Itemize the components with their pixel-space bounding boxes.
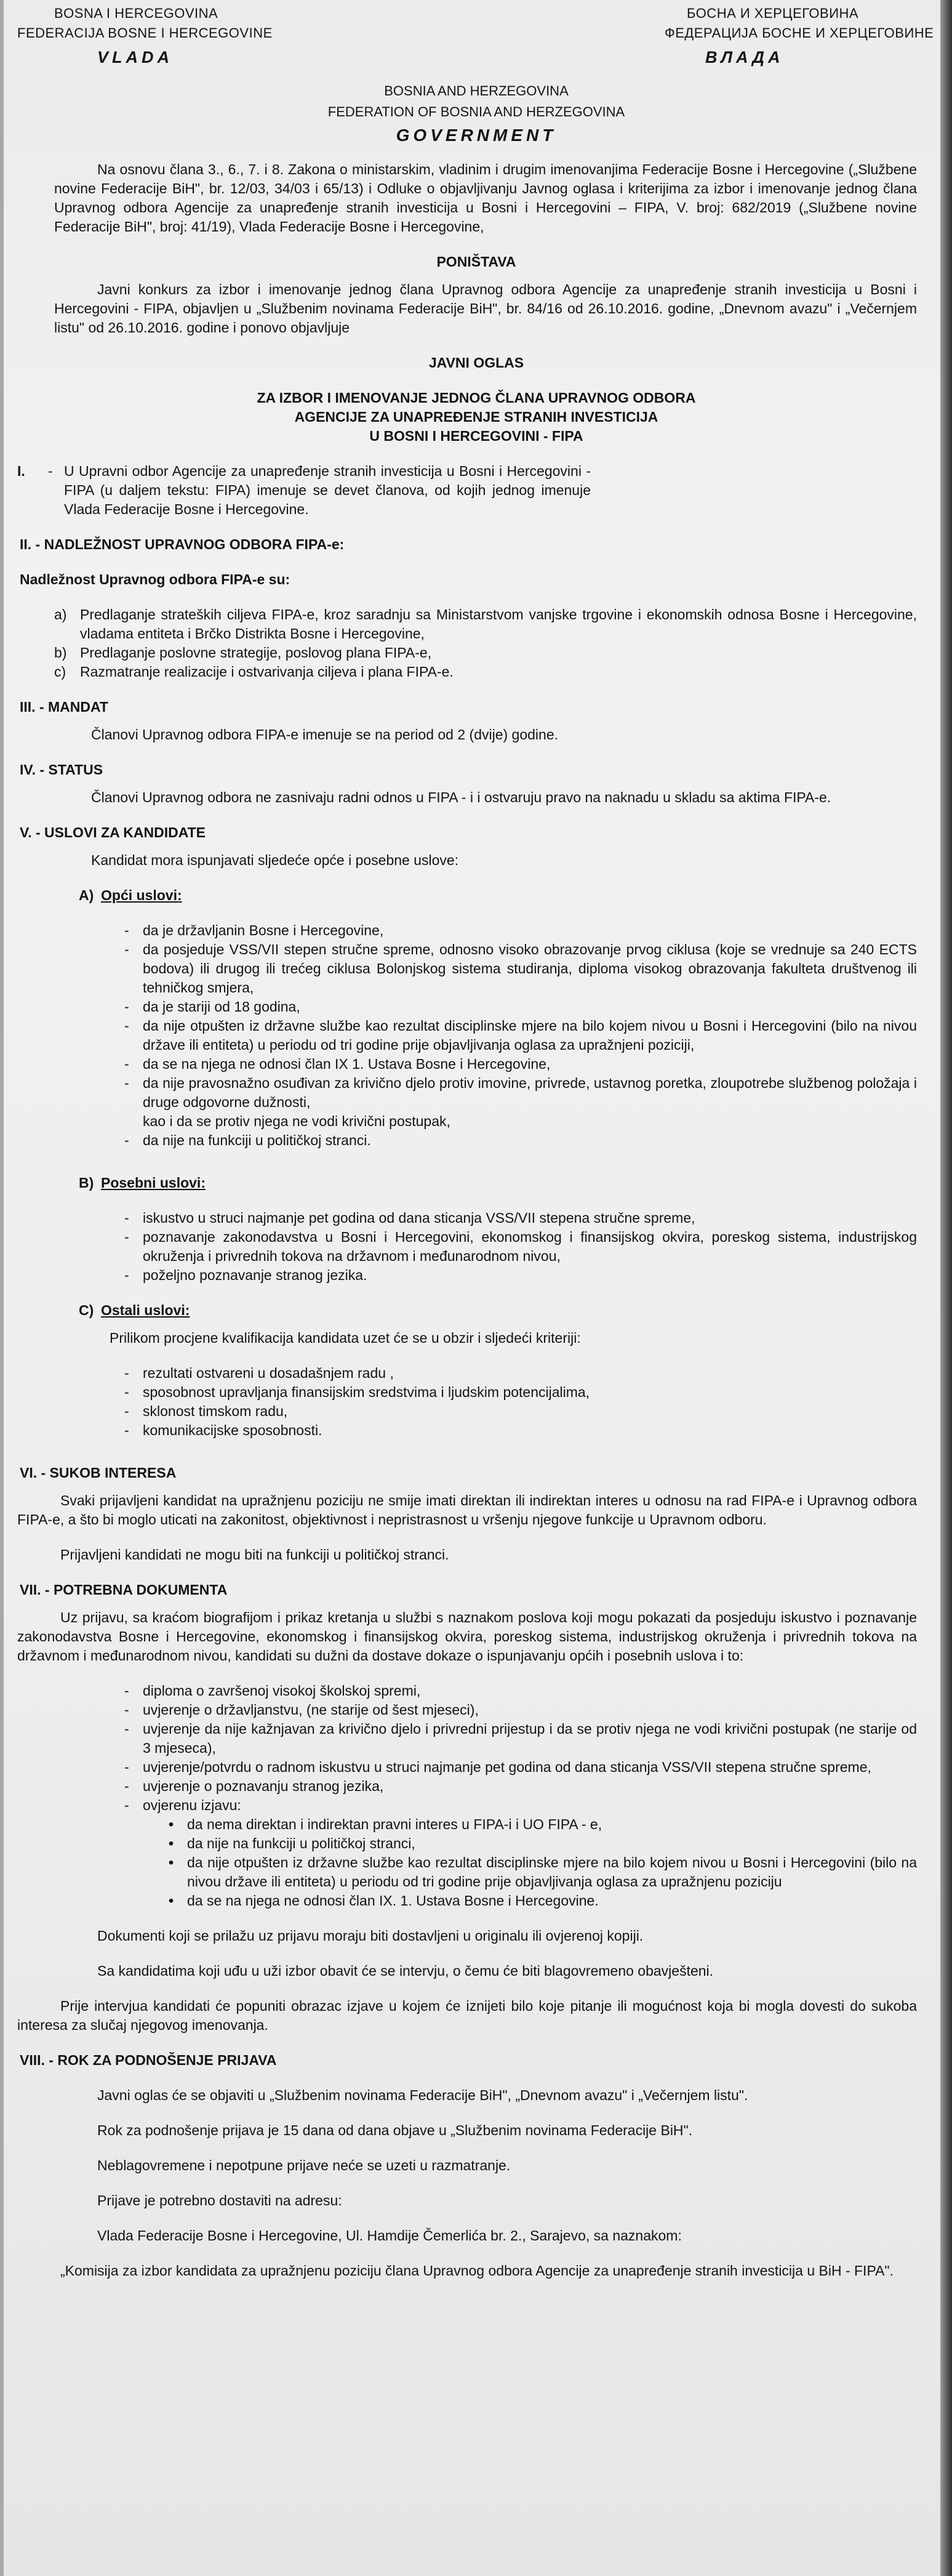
title-line-2: AGENCIJE ZA UNAPREĐENJE STRANIH INVESTICIJA [294,409,658,425]
ponistava-paragraph: Javni konkurs za izbor i imenovanje jednog člana Upravnog odbora Agencije za unapređenje stranih investicija u Bosni i Hercegovini - FIPA, objavljen u „Službenim novinama Federacije BiH", br. 84/16 od 26.10.2016. godine, „Dnevnom avazu" i „Večernjem listu" od 26.10.2016. godine i ponovo objavljuje [54,281,917,336]
section-vii-heading: VII. - POTREBNA DOKUMENTA [20,1582,228,1598]
bullet-item [169,1815,917,1834]
bullet-marker: • [169,1835,174,1851]
section-iii-text: Članovi Upravnog odbora FIPA-e imenuje se na period od 2 (dvije) godine. [91,727,559,743]
list-item [124,1402,917,1421]
bullet-text: da nema direktan i indirektan pravni interes u FIPA-i i UO FIPA - e, [187,1816,602,1832]
incomplete-applications-paragraph: Neblagovremene i nepotpune prijave neće se uzeti u razmatranje. [97,2157,511,2173]
other-conditions-title: Ostali uslovi: [101,1302,190,1318]
list-text: uvjerenje/potvrdu o radnom iskustvu u struci najmanje pet godina od dana sticanja VSS/VII stepena stručne spreme, [143,1759,871,1775]
bullet-text: da se na njega ne odnosi član IX. 1. Ustava Bosne i Hercegovine. [187,1893,599,1909]
bullet-item [169,1853,917,1891]
list-text: da nije otpušten iz državne službe kao rezultat disciplinske mjere na bilo kojem nivou u Bosni i Hercegovini (bilo na nivou države ili entiteta) u periodu od tri godine prije objavljivanja oglasa za upražnjeni poziciji, [143,1018,917,1053]
list-item [124,1681,917,1701]
list-item [124,1701,917,1720]
legal-basis-paragraph: Na osnovu člana 3., 6., 7. i 8. Zakona o ministarskim, vladinim i drugim imenovanjima Federacije Bosne i Hercegovine („Službene novine Federacije BiH", br. 12/03, 34/03 i 65/13) i Odluke o objavljivanju Javnog oglasa i kriterijima za izbor i imenovanje jednog člana Upravnog odbora Agencije za unapređenje stranih investicija u Bosni i Hercegovini – FIPA, V. broj: 682/2019 („Službene novine Federacije BiH", broj: 41/19), Vlada Federacije Bosne i Hercegovine, [54,161,917,235]
list-marker: - [124,999,129,1015]
section-ii-subheading: Nadležnost Upravnog odbora FIPA-e su: [20,571,290,587]
section-i-text: U Upravni odbor Agencije za unapređenje stranih investicija u Bosni i Hercegovini - FIPA (u daljem tekstu: FIPA) imenuje se devet članova, od kojih jednog imenuje Vlada Federacije Bosne i Hercegovine. [64,463,591,517]
bullet-marker: • [169,1854,174,1870]
javni-oglas-heading: JAVNI OGLAS [428,355,524,371]
list-marker: - [124,1075,129,1091]
conflict-of-interest-paragraph: Svaki prijavljeni kandidat na upražnjenu poziciju ne smije imati direktan ili indirektan interes u odnosu na rad FIPA-e i Upravnog odbora FIPA-e, a što bi moglo uticati na zakonitost, objektivnost i nepristrasnost u vršenju njegove funkcije u Upravnom odboru. [17,1492,917,1527]
general-conditions-marker: A) [79,887,94,903]
list-text: kao i da se protiv njega ne vodi krivični postupak, [143,1113,450,1129]
section-iv-text: Članovi Upravnog odbora ne zasnivaju radni odnos u FIPA - i i ostvaruju pravo na naknadu u skladu sa aktima FIPA-e. [91,789,831,805]
list-item [124,1421,917,1440]
list-item [124,1055,917,1074]
list-item [124,1758,917,1777]
list-marker: a) [54,606,67,622]
documents-intro-paragraph: Uz prijavu, sa kraćom biografijom i prikaz kretanja u službi s naznakom poslova koji mogu pokazati da posjeduju iskustvo i poznavanje zakonodavstva Bosne i Hercegovine, ekonomskog i finansijskog okvira, poreskog sistema, industrijskog okruženja i privrednih tokova na državnom i međunarodnom nivou, kandidati su dužni da dostave dokaze o ispunjavanju općih i posebnih uslova i to: [17,1609,917,1664]
political-function-paragraph: Prijavljeni kandidati ne mogu biti na funkciji u političkoj stranci. [60,1547,449,1563]
list-marker: - [124,922,129,938]
ponistava-heading: PONIŠTAVA [436,254,516,270]
list-text: sposobnost upravljanja finansijskim sredstvima i ljudskim potencijalima, [143,1384,590,1400]
publication-paragraph: Javni oglas će se objaviti u „Službenim novinama Federacije BiH", „Dnevnom avazu" i „Večernjem listu". [97,2087,748,2103]
list-item [54,662,917,682]
other-conditions-heading [79,1301,935,1320]
list-marker: - [124,1132,129,1148]
list-text: komunikacijske sposobnosti. [143,1422,322,1438]
list-item [124,1777,917,1796]
list-text: iskustvo u struci najmanje pet godina od dana sticanja VSS/VII stepena stručne spreme, [143,1210,695,1226]
list-marker: - [124,1267,129,1283]
section-v-heading: V. - USLOVI ZA KANDIDATE [20,824,206,840]
list-item [124,1796,917,1815]
list-item [124,1228,917,1266]
list-marker: - [124,1229,129,1245]
list-text: poželjno poznavanje stranog jezika. [143,1267,367,1283]
bullet-item [169,1834,917,1853]
list-text: diploma o završenoj visokoj školskoj spremi, [143,1683,421,1699]
list-marker: - [124,1721,129,1737]
letterhead-left-government: VLADA [97,48,173,66]
letterhead-right-government: ВЛАДА [705,48,784,66]
bullet-marker: • [169,1893,174,1909]
letterhead-center-federation: FEDERATION OF BOSNIA AND HERZEGOVINA [327,104,625,119]
list-marker: - [124,1422,129,1438]
list-text: rezultati ostvareni u dosadašnjem radu , [143,1365,394,1381]
list-text: poznavanje zakonodavstva u Bosni i Hercegovini, ekonomskog i finansijskog okvira, poreskog sistema, industrijskog okruženja i privrednih tokova na državnom i međunarodnom nivou, [143,1229,917,1264]
declaration-form-paragraph: Prije intervjua kandidati će popuniti obrazac izjave u kojem će iznijeti bilo koje pitanje ili mogućnost koja bi mogla dovesti do sukoba interesa za slučaj njegovog imenovanja. [17,1998,917,2033]
list-text: ovjerenu izjavu: [143,1797,241,1813]
list-item [124,1131,917,1150]
bullet-text: da nije na funkciji u političkoj stranci, [187,1835,415,1851]
section-iv-heading: IV. - STATUS [20,762,103,778]
special-conditions-marker: B) [79,1175,94,1191]
section-v-intro: Kandidat mora ispunjavati sljedeće opće i posebne uslove: [91,852,459,868]
letterhead-left-federation: FEDERACIJA BOSNE I HERCEGOVINE [17,25,273,41]
list-text: da nije na funkciji u političkoj stranci. [143,1132,371,1148]
documents-original-paragraph: Dokumenti koji se prilažu uz prijavu moraju biti dostavljeni u originalu ili ovjerenoj kopiji. [97,1928,644,1944]
section-iii-heading: III. - MANDAT [20,699,108,715]
list-item [124,1074,917,1112]
document [17,4,935,2280]
title-line-3: U BOSNI I HERCEGOVINI - FIPA [369,428,583,444]
list-text: Predlaganje strateških ciljeva FIPA-e, kroz saradnju sa Ministarstvom vanjske trgovine i ekonomskih odnosa Bosne i Hercegovine, vladama entiteta i Brčko Distrikta Bosne i Hercegovine, [80,606,917,642]
list-marker: c) [54,664,66,680]
list-marker: - [124,1702,129,1718]
list-item [124,997,917,1016]
section-ii-heading: II. - NADLEŽNOST UPRAVNOG ODBORA FIPA-e: [20,536,345,552]
other-conditions-marker: C) [79,1302,94,1318]
list-marker: b) [54,645,67,661]
list-text: uvjerenje da nije kažnjavan za krivično djelo i privredni prijestup i da se protiv njega ne vodi krivični postupak (ne starije od 3 mjeseca), [143,1721,917,1756]
list-item [124,1016,917,1055]
letterhead-center-country: BOSNIA AND HERZEGOVINA [384,83,569,99]
section-i [17,462,935,519]
section-viii-heading: VIII. - ROK ZA PODNOŠENJE PRIJAVA [20,2052,277,2068]
list-item [124,1209,917,1228]
other-conditions-intro: Prilikom procjene kvalifikacija kandidata uzet će se u obzir i sljedeći kriteriji: [110,1330,581,1346]
interview-paragraph: Sa kandidatima koji uđu u uži izbor obavit će se intervju, o čemu će biti blagovremeno obavješteni. [97,1963,714,1979]
title-line-1: ZA IZBOR I IMENOVANJE JEDNOG ČLANA UPRAVNOG ODBORA [257,390,696,406]
deadline-paragraph: Rok za podnošenje prijava je 15 dana od dana objave u „Službenim novinama Federacije BiH". [97,2122,693,2138]
section-vi-heading: VI. - SUKOB INTERESA [20,1465,177,1481]
special-conditions-title: Posebni uslovi: [101,1175,206,1191]
list-marker: - [124,1365,129,1381]
list-marker: - [124,1210,129,1226]
letterhead-center-government: GOVERNMENT [396,126,557,145]
special-conditions-heading [79,1173,935,1193]
list-marker: - [124,1683,129,1699]
list-item-continuation [124,1112,917,1131]
section-i-number: I. [17,463,25,479]
list-marker: - [124,1056,129,1072]
list-text: Razmatranje realizacije i ostvarivanja ciljeva i plana FIPA-e. [80,664,454,680]
address-intro-paragraph: Prijave je potrebno dostaviti na adresu: [97,2192,342,2208]
list-text: uvjerenje o državljanstvu, (ne starije od šest mjeseci), [143,1702,479,1718]
address-paragraph: Vlada Federacije Bosne i Hercegovine, Ul. Hamdije Čemerlića br. 2., Sarajevo, sa naznakom: [97,2228,682,2244]
list-marker: - [124,1759,129,1775]
list-text: Predlaganje poslovne strategije, poslovog plana FIPA-e, [80,645,432,661]
list-text: da je stariji od 18 godina, [143,999,300,1015]
envelope-label-paragraph: „Komisija za izbor kandidata za upražnjenu poziciju člana Upravnog odbora Agencije za unapređenje stranih investicija u BiH - FIPA". [60,2263,894,2279]
bullet-item [169,1891,917,1910]
list-text: da nije pravosnažno osuđivan za krivično djelo protiv imovine, privrede, ustavnog poretka, zloupotrebe službenog položaja i druge odgovorne dužnosti, [143,1075,917,1110]
right-page-edge [940,0,952,2576]
list-marker: - [124,1797,129,1813]
left-page-edge [0,0,4,2576]
letterhead-left-country: BOSNA I HERCEGOVINA [54,6,218,21]
list-marker: - [124,1384,129,1400]
list-item [54,605,917,643]
list-item [54,643,917,662]
list-item [124,1266,917,1285]
general-conditions-title: Opći uslovi: [101,887,182,903]
list-item [124,921,917,940]
section-i-dash: - [48,463,53,479]
letterhead [17,4,935,151]
list-text: da posjeduje VSS/VII stepen stručne spreme, odnosno visoko obrazovanje prvog ciklusa (koje se vrednuje sa 240 ECTS bodova) ili drugog ili trećeg ciklusa Bolonjskog sistema studiranja, diploma visokog obrazovanja fakulteta društvenog ili tehničkog smjera, [143,941,917,996]
letterhead-right-federation: ФЕДЕРАЦИЈА БОСНЕ И ХЕРЦЕГОВИНЕ [665,25,934,41]
bullet-text: da nije otpušten iz državne službe kao rezultat disciplinske mjere na bilo kojem nivou u Bosni i Hercegovini (bilo na nivou države ili entiteta) u periodu od tri godine prije objavljivanja oglasa za upražnjenu poziciju [187,1854,917,1890]
list-marker: - [124,1403,129,1419]
general-conditions-heading [79,886,935,905]
list-text: uvjerenje o poznavanju stranog jezika, [143,1778,384,1794]
list-text: sklonost timskom radu, [143,1403,288,1419]
list-marker: - [124,941,129,957]
list-item [124,1364,917,1383]
list-text: da se na njega ne odnosi član IX 1. Ustava Bosne i Hercegovine, [143,1056,551,1072]
letterhead-right-country: БОСНА И ХЕРЦЕГОВИНА [687,6,859,21]
list-item [124,1383,917,1402]
list-item [124,940,917,997]
list-marker: - [124,1018,129,1034]
bullet-marker: • [169,1816,174,1832]
list-item [124,1720,917,1758]
list-marker: - [124,1778,129,1794]
list-text: da je državljanin Bosne i Hercegovine, [143,922,384,938]
